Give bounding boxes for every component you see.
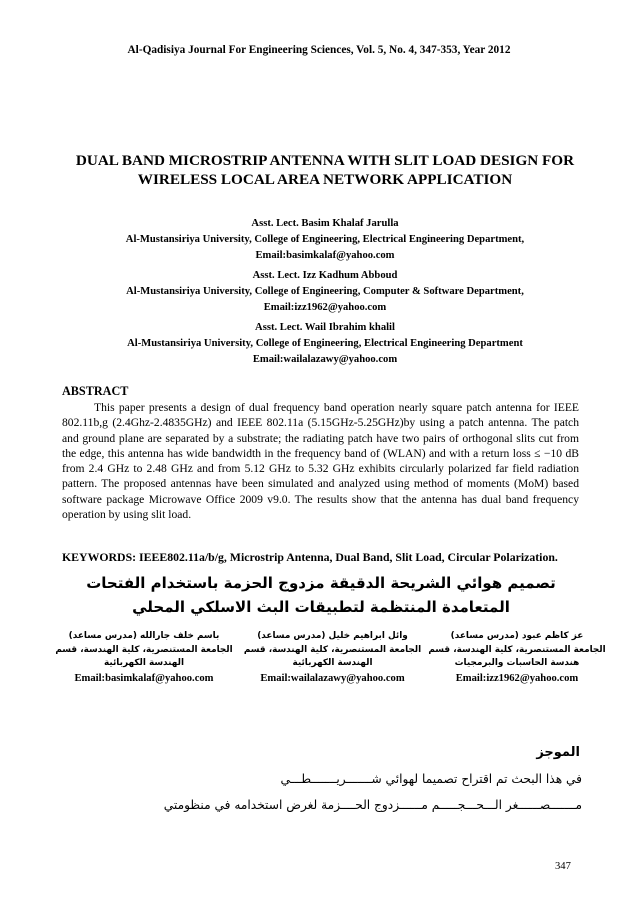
author-affiliation: Al-Mustansiriya University, College of Engineering, Electrical Engineering Department: [127, 337, 523, 349]
abstract-text: This paper presents a design of dual frequency band operation nearly square patch antenna for IEEE 802.11b,g (2.4Ghz-2.4835GHz) and IEEE 802.11a (5.15GHz-5.25GHz)by using a patch antenna. The patch and ground plane are separated by a substrate; the radiating patch have two pairs of orthogonal slits cut from the edge, this antenna has wide bandwidth in the frequency band of (WLAN) and with a return loss ≤ −10 dB from 2.4 GHz to 2.48 GHz and from 5.12 GHz to 5.32 GHz exhibits circularly polarized far field radiation pattern. The proposed antennas have been simulated and analyzed using method of moments (MoM) based software package Microwave Office 2009 v9.0. The results show that the antenna has dual band frequency operation by using slit load.: [62, 401, 579, 522]
arabic-author-department: هندسة الحاسبات والبرمجيات: [454, 658, 580, 668]
arabic-author-name: وائل ابراهيم خليل (مدرس مساعد): [257, 631, 408, 641]
arabic-author-department: الهندسة الكهربائية: [103, 658, 185, 668]
arabic-author-name: عز كاظم عبود (مدرس مساعد): [450, 631, 584, 641]
author-affiliation: Al-Mustansiriya University, College of Engineering, Electrical Engineering Department,: [125, 233, 525, 245]
arabic-summary-line-1: في هذا البحث تم اقتراح تصميما لهوائي شـــــــريـــــــطـــي: [280, 772, 582, 786]
author-name: Asst. Lect. Wail Ibrahim khalil: [255, 322, 395, 333]
arabic-author-email: Email:wailalazawy@yahoo.com: [260, 672, 405, 684]
author-email: Email:izz1962@yahoo.com: [263, 301, 387, 313]
arabic-author-email: Email:izz1962@yahoo.com: [455, 672, 579, 684]
arabic-author-department: الهندسة الكهربائية: [292, 658, 373, 668]
author-block-3: [40, 320, 610, 367]
arabic-author-block-3: [48, 630, 240, 685]
arabic-author-name: باسم خلف جارالله (مدرس مساعد): [68, 631, 220, 641]
author-email: Email:wailalazawy@yahoo.com: [252, 353, 398, 365]
arabic-title: تصميم هوائي الشريحة الدقيقة مزدوج الحزمة باستخدام الفتحات المتعامدة المنتظمة لتطبيقات البث الاسلكي المحلي: [86, 574, 556, 616]
abstract-heading: ABSTRACT: [62, 384, 129, 398]
author-block-1: [40, 216, 610, 263]
author-email: Email:basimkalaf@yahoo.com: [255, 249, 395, 261]
journal-header: Al-Qadisiya Journal For Engineering Sciences, Vol. 5, No. 4, 347-353, Year 2012: [127, 44, 511, 56]
arabic-author-email: Email:basimkalaf@yahoo.com: [74, 672, 214, 684]
page-number: 347: [555, 861, 571, 872]
author-name: Asst. Lect. Basim Khalaf Jarulla: [251, 218, 399, 229]
arabic-summary-heading: الموجز: [536, 745, 580, 760]
author-name: Asst. Lect. Izz Kadhum Abboud: [252, 270, 398, 281]
paper-title: DUAL BAND MICROSTRIP ANTENNA WITH SLIT LOAD DESIGN FOR WIRELESS LOCAL AREA NETWORK APPLICATION: [75, 152, 575, 188]
arabic-author-block-2: [240, 630, 425, 685]
arabic-author-block-1: [422, 630, 612, 685]
keywords: KEYWORDS: IEEE802.11a/b/g, Microstrip Antenna, Dual Band, Slit Load, Circular Polarization.: [62, 550, 558, 564]
arabic-author-affiliation: الجامعة المستنصرية، كلية الهندسة، قسم: [55, 644, 233, 655]
author-affiliation: Al-Mustansiriya University, College of Engineering, Computer & Software Department,: [126, 285, 524, 297]
author-block-2: [40, 268, 610, 315]
arabic-author-affiliation: الجامعة المستنصرية، كلية الهندسة، قسم: [428, 644, 606, 655]
arabic-summary-line-2: مـــــــصــــــغر الـــحـــجـــــم مــــــزدوج الحــــزمة لغرض استخدامه في منظومتي: [163, 798, 582, 812]
arabic-author-affiliation: الجامعة المستنصرية، كلية الهندسة، قسم: [243, 644, 422, 655]
